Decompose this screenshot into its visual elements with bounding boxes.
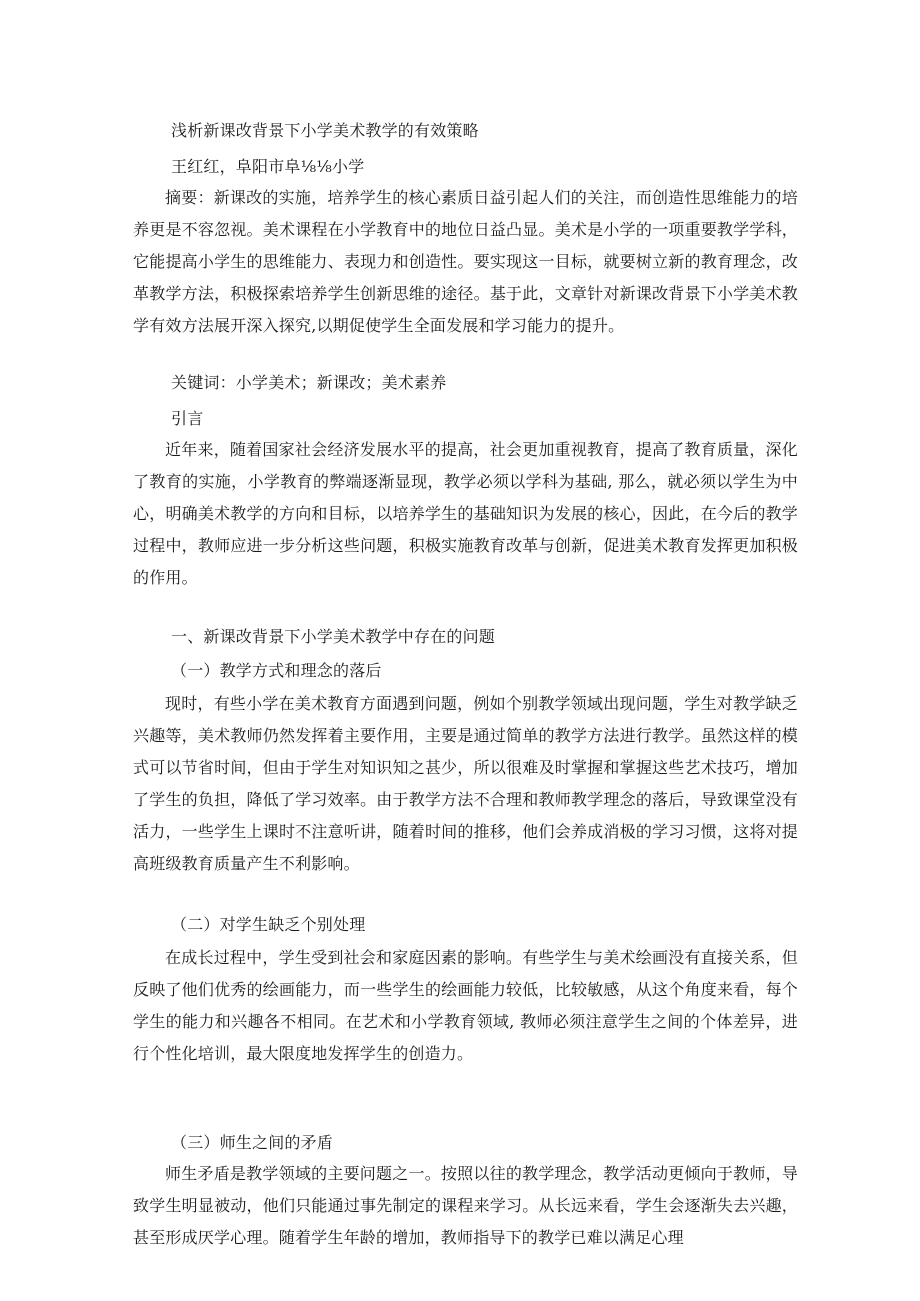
- subsection-heading-3: （三）师生之间的矛盾: [171, 1133, 334, 1152]
- intro-heading: 引言: [171, 409, 204, 428]
- section-heading-1: 一、新课改背景下小学美术教学中存在的问题: [171, 627, 496, 646]
- intro-paragraph: 近年来，随着国家社会经济发展水平的提高，社会更加重视教育，提高了教育质量，深化了教育的实施，小学教育的弊端逐渐显现，教学必须以学科为基础, 那么，就必须以学生为中心，明确美术教学的方向和目标，以培养学生的基础知识为发展的核心，因此，在今后的教学过程中，教师应进一步分析这些问题，积极实施教育改革与创新，促进美术教育发挥更加积极的作用。: [133, 440, 798, 587]
- abstract-paragraph: 摘要：新课改的实施，培养学生的核心素质日益引起人们的关注，而创造性思维能力的培养更是不容忽视。美术课程在小学教育中的地位日益凸显。美术是小学的一项重要教学学科，它能提高小学生的思维能力、表现力和创造性。要实现这一目标，就要树立新的教育理念，改革教学方法，积极探索培养学生创新思维的途径。基于此，文章针对新课改背景下小学美术教学有效方法展开深入探究,以期促使学生全面发展和学习能力的提升。: [133, 188, 798, 335]
- subsection-heading-2: （二）对学生缺乏个别处理: [171, 915, 366, 934]
- keywords-line: 关键词：小学美术；新课改；美术素养: [171, 373, 447, 392]
- document-title: 浅析新课改背景下小学美术教学的有效策略: [171, 121, 479, 140]
- subsection-paragraph-2: 在成长过程中，学生受到社会和家庭因素的影响。有些学生与美术绘画没有直接关系，但反映了他们优秀的绘画能力，而一些学生的绘画能力较低，比较敏感，从这个角度来看，每个学生的能力和兴趣各不相同。在艺术和小学教育领域, 教师必须注意学生之间的个体差异，进行个性化培训，最大限度地发挥学生的创造力。: [133, 948, 798, 1063]
- subsection-paragraph-3: 师生矛盾是教学领域的主要问题之一。按照以往的教学理念，教学活动更倾向于教师，导致学生明显被动，他们只能通过事先制定的课程来学习。从长远来看，学生会逐渐失去兴趣，甚至形成厌学心理。随着学生年龄的增加，教师指导下的教学已难以满足心理: [133, 1164, 798, 1247]
- subsection-paragraph-1: 现时，有些小学在美术教育方面遇到问题，例如个别教学领域出现问题，学生对教学缺乏兴趣等，美术教师仍然发挥着主要作用，主要是通过简单的教学方法进行教学。虽然这样的模式可以节省时间，但由于学生对知识知之甚少，所以很难及时掌握和掌握这些艺术技巧，增加了学生的负担，降低了学习效率。由于教学方法不合理和教师教学理念的落后，导致课堂没有活力，一些学生上课时不注意听讲，随着时间的推移，他们会养成消极的学习习惯，这将对提高班级教育质量产生不利影响。: [133, 694, 798, 873]
- subsection-heading-1: （一）教学方式和理念的落后: [171, 661, 382, 680]
- author-line: 王红红，阜阳市阜⅛⅛小学: [171, 157, 365, 176]
